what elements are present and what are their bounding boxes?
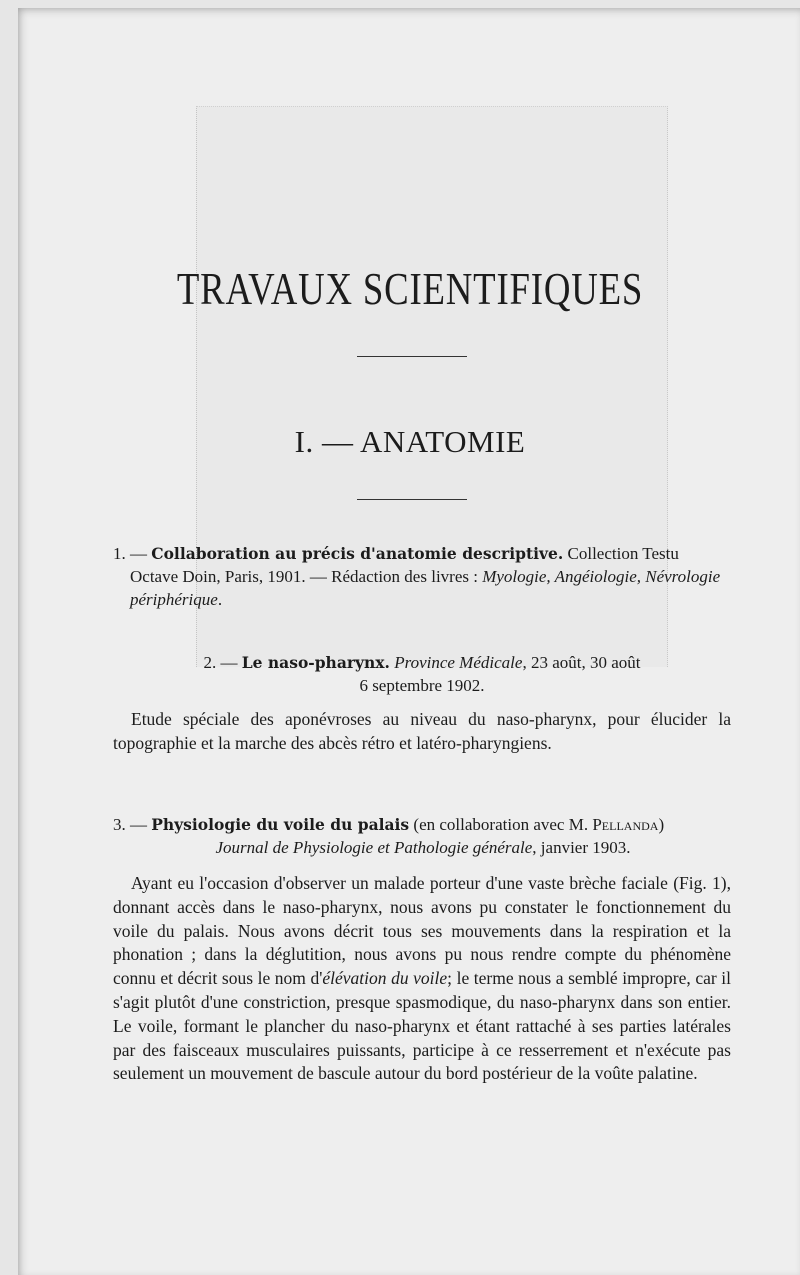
entry-number: 2. — bbox=[203, 653, 238, 672]
entry-number: 3. — bbox=[113, 815, 147, 834]
entry-text: Collection Testu bbox=[563, 544, 679, 563]
entry-line-2 bbox=[113, 836, 733, 859]
paragraph-text-a: Ayant eu l'occasion d'observer un malade porteur d'une vaste brèche faciale (Fig. 1), donnant accès dans le naso-pharynx, nous avons pu constater le fonctionnement du voile du palais. Nous avons décrit tous ses mouvements dans la respiration et la phonation ; dans la déglutition, nous avons pu nous rendre compte du phénomène connu et décrit sous le nom d' bbox=[113, 873, 731, 989]
entry-books: Myologie, Angéiologie, Névrologie périphérique bbox=[130, 567, 721, 609]
paragraph-italic-term: élévation du voile bbox=[322, 968, 448, 989]
entry-date: , janvier 1903. bbox=[532, 838, 631, 857]
entry-journal: Province Médicale bbox=[394, 653, 523, 672]
entry-date: , 23 août, 30 août bbox=[522, 653, 641, 672]
bibliography-entry-2 bbox=[113, 651, 731, 697]
entry-title: Le naso-pharynx. bbox=[241, 653, 390, 672]
entry-end: . bbox=[217, 590, 223, 609]
entry-title: Collaboration au précis d'anatomie descriptive. bbox=[151, 544, 564, 563]
entry-title: Physiologie du voile du palais bbox=[151, 815, 410, 834]
entry-text-end: ) bbox=[658, 815, 665, 834]
paragraph-voile-du-palais bbox=[113, 872, 731, 1086]
paragraph-text-b: ; le terme nous a semblé impropre, car il s'agit plutôt d'une constriction, presque spasmodique, du naso-pharynx dans son entier. Le voile, formant le plancher du naso-pharynx et étant rattaché à ses parties latérales par des faisceaux musculaires puissants, participe à ce resserrement et n'exécute pas seulement un mouvement de bascule autour du bord postérieur de la voûte palatine. bbox=[113, 968, 731, 1084]
section-rule bbox=[357, 499, 467, 500]
entry-number: 1. — bbox=[113, 544, 147, 563]
bibliography-entry-1 bbox=[113, 542, 731, 611]
entry-date-2: 6 septembre 1902. bbox=[359, 676, 485, 695]
title-rule bbox=[357, 356, 467, 357]
entry-continuation bbox=[113, 565, 731, 611]
page-title: TRAVAUX SCIENTIFIQUES bbox=[176, 263, 644, 314]
bibliography-entry-3 bbox=[113, 813, 733, 859]
entry-journal: Journal de Physiologie et Pathologie générale bbox=[215, 838, 533, 857]
section-heading: I. — ANATOMIE bbox=[294, 424, 526, 459]
entry-author: Pellanda bbox=[592, 815, 659, 834]
entry-text: (en collaboration avec M. bbox=[409, 815, 593, 834]
paragraph-naso-pharynx: Etude spéciale des aponévroses au niveau du naso-pharynx, pour élucider la topographie et la marche des abcès rétro et latéro-pharyngiens. bbox=[113, 709, 731, 753]
entry-publisher: Octave Doin, Paris, 1901. — Rédaction des livres : bbox=[130, 567, 483, 586]
